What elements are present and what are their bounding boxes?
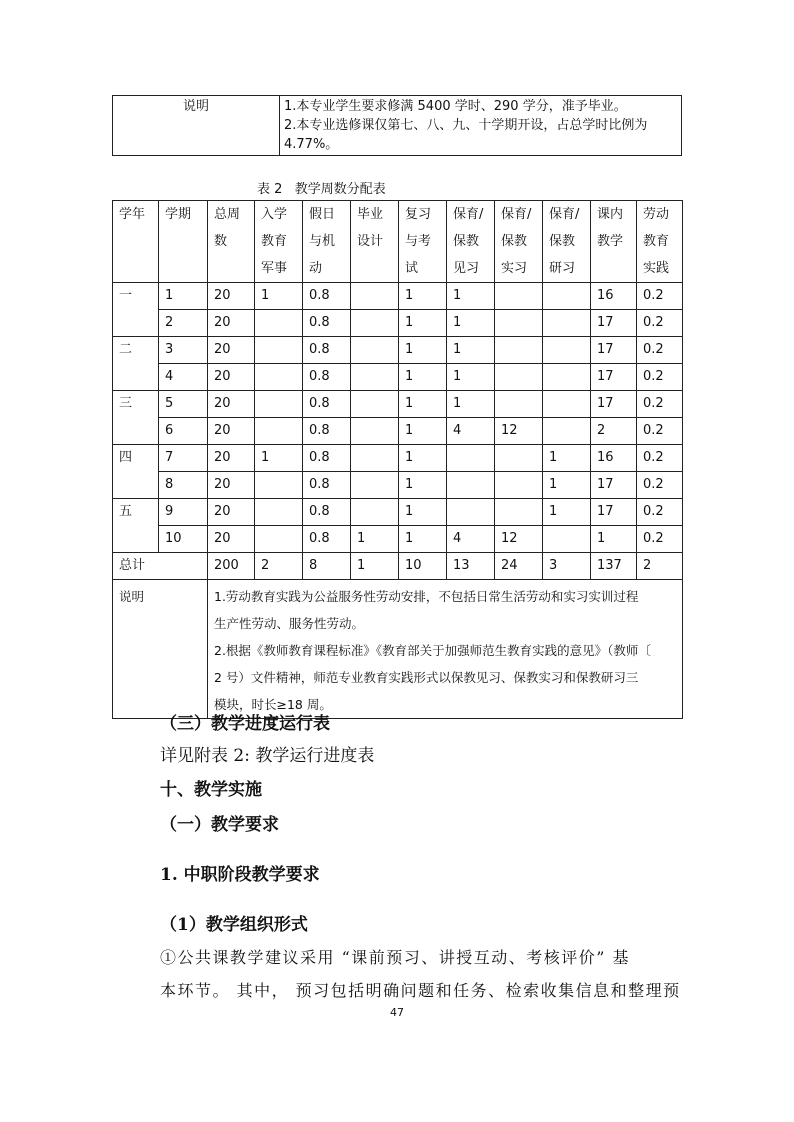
column-header-line: 动: [309, 261, 323, 276]
table-cell: [543, 283, 591, 310]
table-cell: 1: [447, 391, 495, 418]
table-cell: 1: [399, 418, 447, 445]
table-cell: 5: [159, 391, 208, 418]
table-cell: [495, 310, 543, 337]
table-cell: 8: [159, 472, 208, 499]
table-cell: 20: [208, 391, 255, 418]
table-cell: 0.8: [303, 499, 351, 526]
table-cell: 0.8: [303, 283, 351, 310]
column-header-line: 教育: [261, 234, 288, 249]
table-cell: 17: [591, 337, 637, 364]
year-cell-continued: [113, 526, 159, 553]
table-cell: 1: [447, 337, 495, 364]
table-cell: [255, 337, 303, 364]
column-header-line: 学期: [165, 207, 192, 222]
table-cell: 20: [208, 472, 255, 499]
note-label: 说明: [113, 96, 280, 156]
table-cell: 1: [399, 445, 447, 472]
table-row: [113, 445, 683, 472]
column-header-line: 学年: [119, 207, 146, 222]
table-cell: 0.8: [303, 472, 351, 499]
column-header: [543, 201, 591, 283]
table-cell: [495, 445, 543, 472]
table-cell: 12: [495, 526, 543, 553]
table-cell: 1: [399, 472, 447, 499]
table-cell: 0.2: [637, 310, 683, 337]
page-number: 47: [390, 1006, 404, 1019]
column-header: [113, 201, 159, 283]
table-cell: 20: [208, 418, 255, 445]
note-line: 生产性劳动、服务性劳动。: [214, 616, 365, 631]
table-cell: 0.2: [637, 391, 683, 418]
note-line: 1.本专业学生要求修满 5400 学时、290 学分，准予毕业。: [284, 99, 627, 114]
year-cell-continued: [113, 418, 159, 445]
table-cell: [255, 499, 303, 526]
table-cell: 1: [591, 526, 637, 553]
column-header: [447, 201, 495, 283]
table-cell: [351, 472, 399, 499]
year-cell: 三: [113, 391, 159, 418]
column-header-line: 保育/: [549, 207, 580, 222]
table-cell: 0.8: [303, 310, 351, 337]
year-cell: 一: [113, 283, 159, 310]
table-cell: [447, 445, 495, 472]
table-cell: 20: [208, 526, 255, 553]
header-row: [113, 201, 683, 283]
table-cell: 0.8: [303, 418, 351, 445]
table-cell: [255, 310, 303, 337]
column-header-line: 入学: [261, 207, 288, 222]
total-label: 总计: [113, 553, 208, 580]
table-row: [113, 391, 683, 418]
table-cell: [351, 283, 399, 310]
table-row: [113, 526, 683, 553]
section-body-schedule: 详见附表 2: 教学运行进度表: [160, 746, 375, 766]
table-cell: 1: [399, 337, 447, 364]
table-cell: [495, 472, 543, 499]
table-cell: 0.2: [637, 283, 683, 310]
column-header-line: 与机: [309, 234, 336, 249]
table-cell: 1: [399, 283, 447, 310]
table-cell: [447, 499, 495, 526]
column-header: [351, 201, 399, 283]
table-cell: 20: [208, 445, 255, 472]
table-row: [113, 499, 683, 526]
column-header: [255, 201, 303, 283]
table-caption: 表 2 教学周数分配表: [257, 182, 386, 197]
year-cell-continued: [113, 364, 159, 391]
table-cell: [351, 418, 399, 445]
table-cell: 0.8: [303, 526, 351, 553]
table-cell: 0.2: [637, 445, 683, 472]
weeks-table: [112, 200, 683, 719]
table-row: [113, 337, 683, 364]
table-cell: 1: [399, 310, 447, 337]
table-cell: [543, 364, 591, 391]
table-cell: 0.8: [303, 337, 351, 364]
table-cell: [543, 418, 591, 445]
column-header: [303, 201, 351, 283]
table-cell: 0.2: [637, 364, 683, 391]
note-line: 2.本专业选修课仅第七、八、九、十学期开设，占总学时比例为: [284, 118, 648, 133]
year-cell-continued: [113, 472, 159, 499]
paragraph-line: ①公共课教学建议采用 “课前预习、讲授互动、考核评价” 基: [160, 948, 631, 967]
column-header-line: 见习: [453, 261, 480, 276]
table-cell: [351, 364, 399, 391]
table-cell: 1: [543, 472, 591, 499]
table-cell: [543, 391, 591, 418]
column-header-line: 教学: [597, 234, 624, 249]
table-cell: [351, 337, 399, 364]
column-header: [637, 201, 683, 283]
column-header-line: 劳动: [643, 207, 670, 222]
table-cell: 4: [159, 364, 208, 391]
note-content: [208, 580, 683, 719]
table-cell: 16: [591, 283, 637, 310]
table-cell: [351, 310, 399, 337]
total-cell: 137: [591, 553, 637, 580]
total-cell: 200: [208, 553, 255, 580]
subsubsection-heading: （1）教学组织形式: [160, 915, 308, 935]
table-cell: 1: [543, 445, 591, 472]
column-header-line: 假日: [309, 207, 336, 222]
note-label: 说明: [113, 580, 208, 719]
table-cell: 1: [447, 310, 495, 337]
column-header-line: 毕业: [357, 207, 384, 222]
table-cell: 20: [208, 283, 255, 310]
section-heading-requirements: （一）教学要求: [160, 815, 279, 835]
table-cell: 3: [159, 337, 208, 364]
note-line: 模块，时长≥18 周。: [214, 697, 332, 712]
column-header-line: 与考: [405, 234, 432, 249]
table-cell: [255, 472, 303, 499]
year-cell-continued: [113, 310, 159, 337]
table-cell: 2: [159, 310, 208, 337]
table-cell: [255, 391, 303, 418]
column-header-line: 保教: [453, 234, 480, 249]
table-cell: 17: [591, 391, 637, 418]
table-cell: 20: [208, 310, 255, 337]
column-header-line: 设计: [357, 234, 384, 249]
table-cell: [351, 499, 399, 526]
table-cell: 0.2: [637, 337, 683, 364]
table-cell: 17: [591, 472, 637, 499]
table-cell: 0.2: [637, 418, 683, 445]
table-cell: 17: [591, 310, 637, 337]
column-header-line: 总周: [214, 207, 241, 222]
total-cell: 24: [495, 553, 543, 580]
table-cell: [351, 445, 399, 472]
table-cell: 4: [447, 526, 495, 553]
note-line: 2 号）文件精神，师范专业教育实践形式以保教见习、保教实习和保教研习三: [214, 670, 639, 685]
table-cell: 4: [447, 418, 495, 445]
table-cell: 10: [159, 526, 208, 553]
note-line: 4.77%。: [284, 137, 339, 152]
table-cell: [255, 526, 303, 553]
table-cell: 6: [159, 418, 208, 445]
year-cell: 五: [113, 499, 159, 526]
table-cell: 2: [591, 418, 637, 445]
table-cell: 17: [591, 499, 637, 526]
note-content: [280, 96, 682, 156]
table-cell: [351, 391, 399, 418]
note-row: [113, 580, 683, 719]
table-cell: 1: [255, 445, 303, 472]
table-cell: 1: [543, 499, 591, 526]
column-header: [591, 201, 637, 283]
table-cell: 12: [495, 418, 543, 445]
column-header-line: 实习: [501, 261, 528, 276]
note-line: 1.劳动教育实践为公益服务性劳动安排，不包括日常生活劳动和实习实训过程: [214, 589, 639, 604]
table-row: [113, 364, 683, 391]
table-cell: [447, 472, 495, 499]
column-header-line: 研习: [549, 261, 576, 276]
table-cell: 1: [159, 283, 208, 310]
column-header-line: 保育/: [453, 207, 484, 222]
total-cell: 2: [255, 553, 303, 580]
table-cell: 0.8: [303, 364, 351, 391]
table-cell: [495, 337, 543, 364]
table-row: [113, 283, 683, 310]
column-header: [159, 201, 208, 283]
table-cell: 1: [399, 526, 447, 553]
table-cell: 7: [159, 445, 208, 472]
table-cell: [543, 310, 591, 337]
column-header-line: 课内: [597, 207, 624, 222]
chapter-heading: 十、教学实施: [160, 780, 262, 800]
column-header-line: 复习: [405, 207, 432, 222]
column-header: [495, 201, 543, 283]
table-cell: 1: [399, 364, 447, 391]
graduation-note-table: [112, 95, 682, 156]
total-row: [113, 553, 683, 580]
table-cell: 0.2: [637, 526, 683, 553]
table-cell: 1: [447, 283, 495, 310]
total-cell: 1: [351, 553, 399, 580]
table-cell: 1: [447, 364, 495, 391]
table-row: [113, 418, 683, 445]
total-cell: 10: [399, 553, 447, 580]
table-cell: 17: [591, 364, 637, 391]
table-cell: [255, 418, 303, 445]
table-cell: 1: [399, 499, 447, 526]
column-header-line: 保育/: [501, 207, 532, 222]
section-heading-schedule: （三）教学进度运行表: [160, 714, 330, 734]
total-cell: 8: [303, 553, 351, 580]
paragraph-line: 本环节。 其中， 预习包括明确问题和任务、检索收集信息和整理预: [160, 981, 681, 1000]
column-header-line: 试: [405, 261, 419, 276]
total-cell: 2: [637, 553, 683, 580]
column-header: [208, 201, 255, 283]
table-cell: [543, 337, 591, 364]
table-cell: [495, 283, 543, 310]
table-cell: 0.2: [637, 499, 683, 526]
table-cell: [495, 364, 543, 391]
table-cell: [543, 526, 591, 553]
column-header-line: 保教: [501, 234, 528, 249]
table-cell: 1: [351, 526, 399, 553]
total-cell: 3: [543, 553, 591, 580]
table-row: [113, 472, 683, 499]
table-cell: [495, 391, 543, 418]
total-cell: 13: [447, 553, 495, 580]
column-header-line: 数: [214, 234, 228, 249]
column-header-line: 军事: [261, 261, 288, 276]
table-cell: 20: [208, 499, 255, 526]
table-cell: 1: [255, 283, 303, 310]
column-header-line: 保教: [549, 234, 576, 249]
table-cell: 1: [399, 391, 447, 418]
table-cell: 0.8: [303, 391, 351, 418]
table-cell: 9: [159, 499, 208, 526]
table-cell: 0.2: [637, 472, 683, 499]
year-cell: 四: [113, 445, 159, 472]
table-cell: 20: [208, 337, 255, 364]
table-row: [113, 310, 683, 337]
subsection-heading: 1. 中职阶段教学要求: [160, 865, 320, 885]
table-cell: 20: [208, 364, 255, 391]
note-line: 2.根据《教师教育课程标准》《教育部关于加强师范生教育实践的意见》（教师〔: [214, 643, 651, 658]
column-header-line: 实践: [643, 261, 670, 276]
column-header: [399, 201, 447, 283]
table-cell: [255, 364, 303, 391]
year-cell: 二: [113, 337, 159, 364]
table-cell: [495, 499, 543, 526]
table-cell: 16: [591, 445, 637, 472]
column-header-line: 教育: [643, 234, 670, 249]
table-cell: 0.8: [303, 445, 351, 472]
